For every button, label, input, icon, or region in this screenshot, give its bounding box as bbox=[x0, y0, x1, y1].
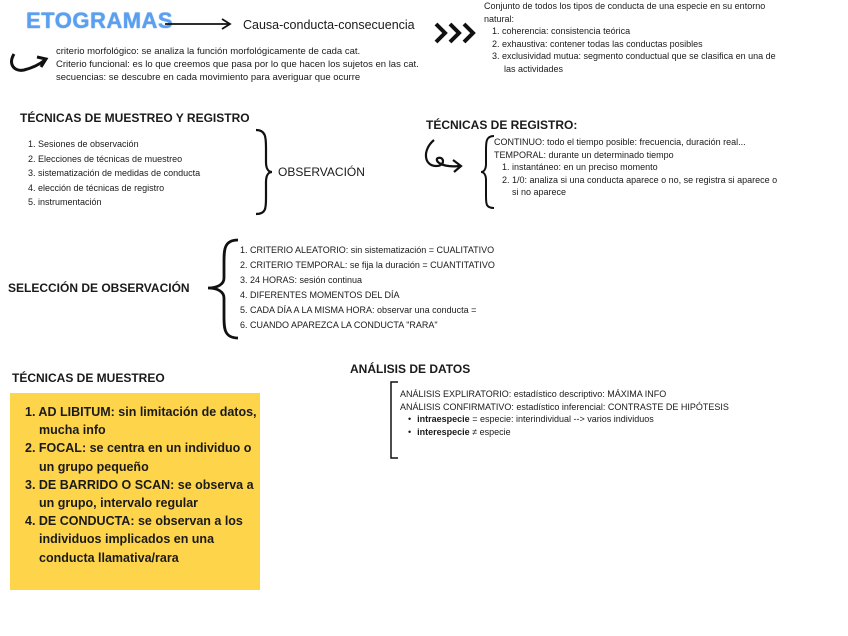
registro-list bbox=[494, 136, 777, 199]
bullet-bold: intraespecie bbox=[417, 414, 470, 424]
criterion: Criterio funcional: es lo que creemos que pasa por lo que hacen los sujetos en las cat. bbox=[56, 59, 419, 70]
registro-sub: 1. instantáneo: en un preciso momento bbox=[502, 162, 658, 172]
muestreo-item: 1. AD LIBITUM: sin limitación de datos, bbox=[25, 405, 257, 419]
muestreo-item: un grupo, intervalo regular bbox=[39, 496, 199, 511]
bullet-item bbox=[408, 426, 729, 439]
property-item: 3. exclusividad mutua: segmento conductual que se clasifica en una de bbox=[492, 51, 776, 61]
property-item: 2. exhaustiva: contener todas las conductas posibles bbox=[492, 38, 703, 49]
muestreo-item: 4. DE CONDUCTA: se observan a los bbox=[25, 514, 243, 529]
list-item: 4. elección de técnicas de registro bbox=[28, 182, 165, 193]
triple-chevron-icon bbox=[434, 22, 478, 44]
muestreo-item: mucha info bbox=[39, 423, 106, 438]
list-item: 2. Elecciones de técnicas de muestreo bbox=[28, 153, 183, 164]
left-bracket-icon bbox=[388, 380, 400, 460]
muestreo-item: un grupo pequeño bbox=[39, 459, 149, 474]
analisis-list bbox=[400, 388, 729, 438]
analisis-line: ANÁLISIS CONFIRMATIVO: estadístico inferencial: CONTRASTE DE HIPÓTESIS bbox=[400, 401, 729, 412]
criterion: secuencias: se descubre en cada movimiento para averiguar que ocurre bbox=[56, 72, 361, 83]
ccc-label: Causa-conducta-consecuencia bbox=[243, 18, 415, 32]
list-item: 5. instrumentación bbox=[28, 197, 102, 208]
list-item: 6. CUANDO APAREZCA LA CONDUCTA "RARA" bbox=[240, 320, 438, 330]
bullet-item bbox=[408, 413, 729, 426]
loop-arrow-icon bbox=[420, 136, 464, 176]
registro-line: CONTINUO: todo el tiempo posible: frecuencia, duración real... bbox=[494, 137, 746, 147]
criteria-list bbox=[56, 45, 419, 84]
curved-arrow-icon bbox=[8, 48, 48, 78]
list-item: 1. Sesiones de observación bbox=[28, 139, 139, 149]
etograma-definition bbox=[484, 0, 844, 75]
muestreo-registro-heading: TÉCNICAS DE MUESTREO Y REGISTRO bbox=[20, 111, 250, 125]
analisis-line: ANÁLISIS EXPLIRATORIO: estadístico descriptivo: MÁXIMA INFO bbox=[400, 389, 667, 399]
list-item: 3. sistematización de medidas de conducta bbox=[28, 168, 201, 179]
list-item: 3. 24 HORAS: sesión continua bbox=[240, 275, 363, 285]
bullet-rest: = especie: interindividual --> varios individuos bbox=[469, 414, 654, 424]
observacion-label: OBSERVACIÓN bbox=[278, 165, 365, 179]
muestreo-highlight-box bbox=[10, 393, 260, 590]
right-brace-icon bbox=[252, 128, 276, 216]
registro-sub: 2. 1/0: analiza si una conducta aparece o no, se registra si aparece o bbox=[502, 174, 778, 185]
list-item: 5. CADA DÍA A LA MISMA HORA: observar una conducta = bbox=[240, 305, 477, 315]
arrow-right-icon bbox=[165, 16, 235, 32]
seleccion-heading: SELECCIÓN DE OBSERVACIÓN bbox=[8, 281, 190, 295]
muestreo-item: 2. FOCAL: se centra en un individuo o bbox=[25, 441, 252, 456]
muestreo-heading: TÉCNICAS DE MUESTREO bbox=[12, 371, 165, 385]
bullet-rest: ≠ especie bbox=[469, 426, 511, 437]
registro-sub: si no aparece bbox=[512, 187, 567, 197]
registro-heading: TÉCNICAS DE REGISTRO: bbox=[426, 118, 578, 132]
muestreo-item: 3. DE BARRIDO O SCAN: se observa a bbox=[25, 477, 254, 492]
list-item: 1. CRITERIO ALEATORIO: sin sistematización = CUALITATIVO bbox=[240, 245, 495, 255]
criterion: criterio morfológico: se analiza la función morfológicamente de cada cat. bbox=[56, 46, 361, 57]
bullet-bold: interespecie bbox=[417, 426, 470, 437]
property-item: las actividades bbox=[504, 63, 564, 74]
left-brace-icon bbox=[204, 238, 240, 340]
muestreo-registro-list bbox=[28, 137, 200, 210]
muestreo-item: individuos implicados en una bbox=[39, 532, 215, 547]
page-title: ETOGRAMAS bbox=[26, 8, 174, 33]
list-item: 4. DIFERENTES MOMENTOS DEL DÍA bbox=[240, 290, 400, 300]
seleccion-list bbox=[240, 243, 495, 333]
muestreo-item: conducta llamativa/rara bbox=[39, 550, 179, 565]
analisis-heading: ANÁLISIS DE DATOS bbox=[350, 362, 471, 376]
registro-line: TEMPORAL: durante un determinado tiempo bbox=[494, 149, 674, 160]
definition-line: Conjunto de todos los tipos de conducta de una especie en su entorno bbox=[484, 1, 766, 11]
property-item: 1. coherencia: consistencia teórica bbox=[492, 26, 631, 36]
definition-line: natural: bbox=[484, 13, 515, 24]
list-item: 2. CRITERIO TEMPORAL: se fija la duración = CUANTITATIVO bbox=[240, 260, 495, 270]
